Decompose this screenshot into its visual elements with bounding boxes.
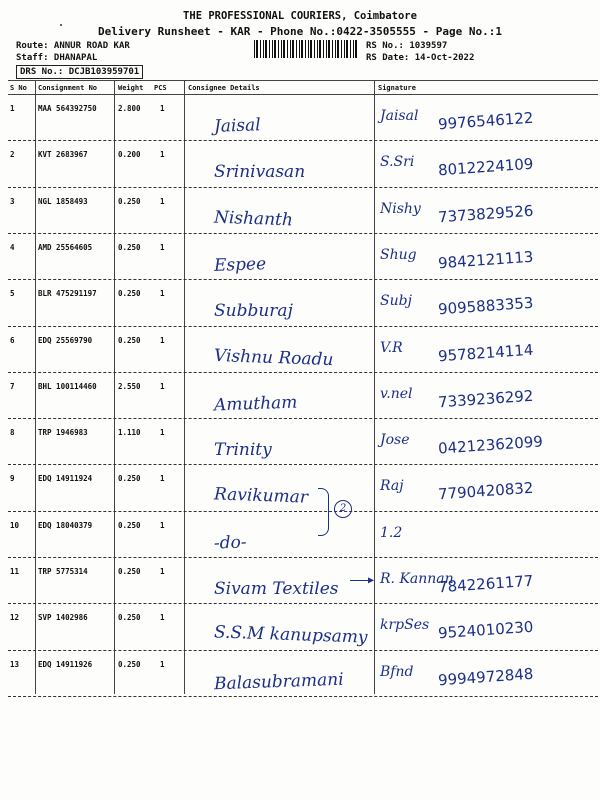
row-divider (8, 140, 598, 141)
row-weight: 0.250 (118, 613, 141, 623)
row-consignment-no: MAA 564392750 (38, 104, 97, 113)
row-phone-handwritten: 9842121113 (437, 247, 534, 273)
col-header-pcs: PCS (154, 84, 167, 92)
row-consignee-handwritten: Amutham (213, 392, 298, 416)
row-sno: 7 (10, 381, 15, 391)
row-consignment-no: EDQ 14911924 (38, 474, 93, 484)
row-weight: 0.250 (118, 196, 141, 206)
row-phone-handwritten: 7842261177 (437, 571, 534, 597)
drs-number: DRS No.: DCJB103959701 (16, 65, 143, 79)
rs-number: RS No.: 1039597 (366, 41, 448, 51)
row-consignment-no: KVT 2683967 (38, 150, 88, 160)
row-phone-handwritten: 7339236292 (437, 386, 534, 412)
row-consignee-handwritten: Jaisal (213, 115, 262, 137)
row-consignee-handwritten: Nishanth (213, 207, 294, 230)
route-label: Route: ANNUR ROAD KAR (16, 41, 130, 51)
row-pcs: 1 (160, 428, 165, 438)
row-phone-handwritten: 04212362099 (437, 432, 544, 458)
row-sno: 13 (10, 659, 20, 669)
row-pcs: 1 (160, 474, 165, 484)
table-header-border (8, 94, 598, 95)
bracket-mark (318, 488, 329, 536)
row-consignment-no: EDQ 25569790 (38, 335, 93, 345)
col-header-consignment: Consignment No (38, 84, 98, 92)
row-phone-handwritten: 9095883353 (437, 293, 534, 319)
row-consignment-no: TRP 1946983 (38, 428, 88, 438)
row-divider (8, 233, 598, 234)
row-signature: Raj (380, 478, 404, 495)
arrow-head-icon: ▶ (368, 575, 375, 586)
row-pcs: 1 (160, 104, 165, 113)
row-sno: 2 (10, 150, 15, 160)
row-phone-handwritten: 8012224109 (437, 154, 534, 180)
barcode (254, 40, 358, 58)
col-header-consignee: Consignee Details (188, 84, 260, 92)
row-signature: v.nel (380, 385, 413, 402)
row-pcs: 1 (160, 335, 165, 345)
row-signature: 1.2 (380, 524, 403, 541)
row-phone-handwritten: 7790420832 (437, 479, 534, 504)
row-phone-handwritten: 9524010230 (437, 617, 534, 643)
row-consignment-no: AMD 25564605 (38, 242, 93, 252)
runsheet-subtitle: Delivery Runsheet - KAR - Phone No.:0422-3505555 - Page No.:1 (98, 25, 502, 38)
row-consignment-no: EDQ 18040379 (38, 520, 93, 530)
row-weight: 0.250 (118, 659, 141, 669)
col-divider (374, 80, 375, 694)
row-signature: Bfnd (380, 663, 414, 680)
col-header-weight: Weight (118, 84, 144, 92)
row-pcs: 1 (160, 659, 165, 669)
row-weight: 0.250 (118, 474, 141, 484)
row-phone-handwritten: 9578214114 (437, 340, 534, 365)
row-signature: Jose (380, 432, 410, 449)
col-header-signature: Signature (378, 84, 416, 92)
row-consignment-no: BHL 100114460 (38, 381, 97, 391)
circled-note: 2 (334, 500, 352, 518)
row-sno: 8 (10, 428, 15, 438)
row-consignee-handwritten: Vishnu Roadu (213, 345, 334, 370)
table-top-border (8, 80, 598, 81)
row-consignment-no: SVP 1402986 (38, 613, 88, 623)
row-weight: 0.250 (118, 335, 141, 345)
row-weight: 0.250 (118, 289, 141, 299)
row-consignment-no: NGL 1858493 (38, 196, 88, 206)
row-phone-handwritten: 9976546122 (437, 108, 534, 134)
page-title: THE PROFESSIONAL COURIERS, Coimbatore (183, 10, 417, 22)
row-weight: 1.110 (118, 428, 141, 438)
row-consignee-handwritten: Srinivasan (214, 162, 306, 183)
col-divider (35, 80, 36, 694)
row-weight: 2.800 (118, 104, 141, 113)
col-divider (184, 80, 185, 694)
row-divider (8, 650, 598, 651)
row-weight: 0.250 (118, 520, 141, 530)
row-consignee-handwritten: Sivam Textiles (214, 579, 339, 599)
row-pcs: 1 (160, 613, 165, 623)
row-consignment-no: EDQ 14911926 (38, 659, 93, 669)
row-signature: Shug (380, 246, 417, 263)
row-divider (8, 696, 598, 697)
col-header-sno: S No (10, 84, 27, 92)
row-signature: Jaisal (380, 108, 419, 124)
row-consignee-handwritten: Subburaj (214, 301, 293, 322)
row-sno: 1 (10, 104, 15, 113)
row-consignee-handwritten: -do- (213, 532, 247, 554)
row-divider (8, 464, 598, 465)
row-signature: krpSes (380, 617, 430, 634)
row-pcs: 1 (160, 289, 165, 299)
row-pcs: 1 (160, 242, 165, 252)
row-pcs: 1 (160, 150, 165, 160)
staff-label: Staff: DHANAPAL (16, 53, 98, 63)
row-sno: 11 (10, 567, 20, 576)
row-consignment-no: TRP 5775314 (38, 567, 88, 576)
row-signature: Subj (380, 293, 412, 310)
row-divider (8, 603, 598, 604)
row-sno: 3 (10, 196, 15, 206)
row-weight: 2.550 (118, 381, 141, 391)
row-consignee-handwritten: Ravikumar (213, 484, 309, 509)
row-divider (8, 418, 598, 419)
row-consignee-handwritten: Espee (213, 253, 267, 276)
row-sno: 9 (10, 474, 15, 484)
row-consignee-handwritten: Trinity (214, 440, 272, 461)
row-weight: 0.250 (118, 567, 141, 576)
row-signature: Nishy (380, 200, 421, 217)
row-sno: 5 (10, 289, 15, 299)
row-pcs: 1 (160, 381, 165, 391)
row-sno: 6 (10, 335, 15, 345)
row-phone-handwritten: 7373829526 (437, 201, 534, 226)
col-divider (114, 80, 115, 694)
row-divider (8, 372, 598, 373)
row-signature: R. Kannan (380, 571, 454, 587)
row-signature: V.R (380, 339, 403, 356)
row-divider (8, 511, 598, 512)
row-signature: S.Sri (380, 154, 415, 171)
row-divider (8, 279, 598, 280)
row-pcs: 1 (160, 520, 165, 530)
row-pcs: 1 (160, 567, 165, 576)
row-phone-handwritten: 9994972848 (437, 664, 534, 689)
row-weight: 0.250 (118, 242, 141, 252)
row-consignee-handwritten: S.S.M kanupsamy (213, 622, 368, 648)
row-divider (8, 187, 598, 188)
row-divider (8, 326, 598, 327)
row-divider (8, 557, 598, 558)
row-sno: 12 (10, 613, 20, 623)
row-consignment-no: BLR 475291197 (38, 289, 97, 299)
row-weight: 0.200 (118, 150, 141, 160)
row-sno: 4 (10, 242, 15, 252)
rs-date: RS Date: 14-Oct-2022 (366, 53, 475, 63)
row-consignee-handwritten: Balasubramani (213, 669, 344, 694)
row-pcs: 1 (160, 196, 165, 206)
row-sno: 10 (10, 520, 20, 530)
